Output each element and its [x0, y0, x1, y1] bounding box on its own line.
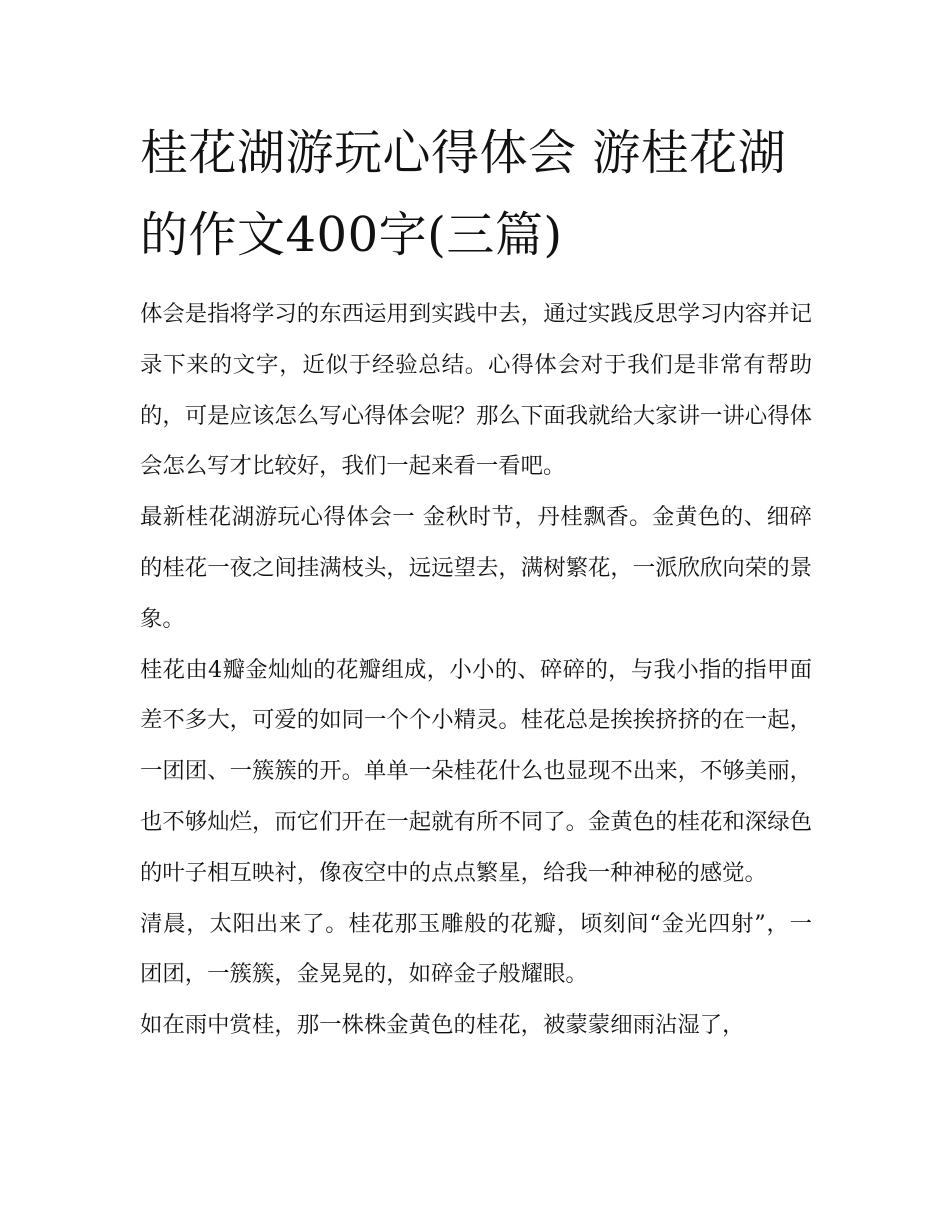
paragraph-autumn: 最新桂花湖游玩心得体会一 金秋时节，丹桂飘香。金黄色的、细碎的桂花一夜之间挂满枝头，远远望去，满树繁花，一派欣欣向荣的景象。: [140, 504, 812, 632]
document-title: 桂花湖游玩心得体会 游桂花湖的作文400字(三篇): [140, 125, 787, 263]
paragraph-morning: 清晨，太阳出来了。桂花那玉雕般的花瓣，顷刻间“金光四射”，一团团，一簇簇，金晃晃的，如碎金子般耀眼。: [140, 910, 812, 988]
paragraph-intro: 体会是指将学习的东西运用到实践中去，通过实践反思学习内容并记录下来的文字，近似于经验总结。心得体会对于我们是非常有帮助的，可是应该怎么写心得体会呢？那么下面我就给大家讲一讲心得体会怎么写才比较好，我们一起来看一看吧。: [140, 301, 812, 480]
paragraph-rain: 如在雨中赏桂，那一株株金黄色的桂花，被蒙蒙细雨沾湿了，: [140, 1012, 745, 1039]
paragraph-petals: 桂花由4瓣金灿灿的花瓣组成，小小的、碎碎的，与我小指的指甲面差不多大，可爱的如同一个个小精灵。桂花总是挨挨挤挤的在一起，一团团、一簇簇的开。单单一朵桂花什么也显现不出来，不够美丽，也不够灿烂，而它们开在一起就有所不同了。金黄色的桂花和深绿色的叶子相互映衬，像夜空中的点点繁星，给我一种神秘的感觉。: [140, 656, 812, 886]
title-spacer: [140, 276, 812, 289]
document-page: [140, 112, 812, 1051]
